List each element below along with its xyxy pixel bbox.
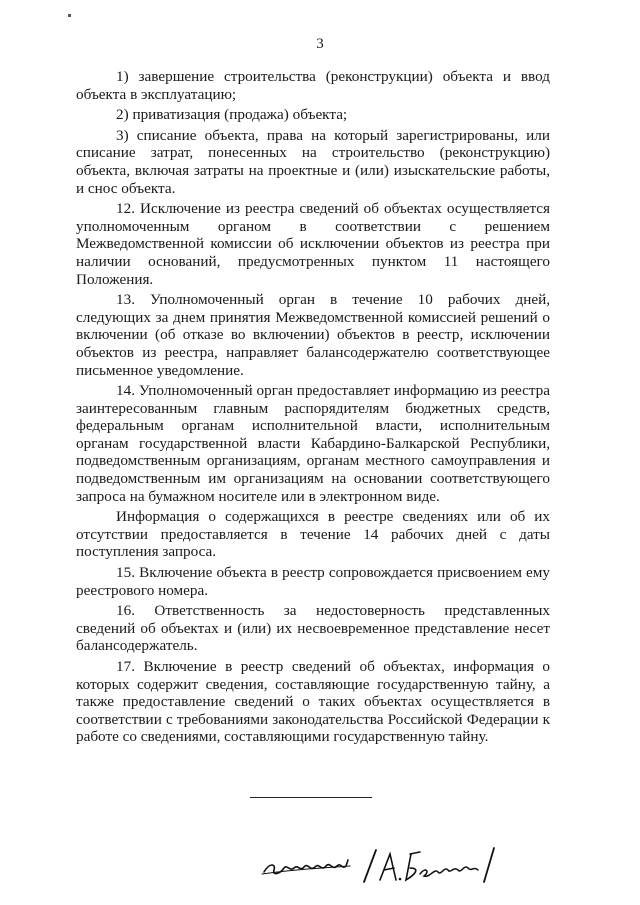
handwritten-signature xyxy=(260,840,500,895)
scan-speck xyxy=(68,14,71,17)
signature-graphic xyxy=(260,840,500,890)
document-body xyxy=(76,68,550,749)
paragraph-13: 13. Уполномоченный орган в течение 10 рабочих дней, следующих за днем принятия Межведомственной комиссией решений о включении (об отказе во включении) объектов в реестр, исключении объектов из реестра, направляет балансодержателю соответствующее письменное уведомление. xyxy=(76,291,550,379)
paragraph-item-2: 2) приватизация (продажа) объекта; xyxy=(116,106,348,124)
paragraph-16: 16. Ответственность за недостоверность представленных сведений об объектах и (или) их несвоевременное представление несет балансодержатель. xyxy=(76,602,550,655)
paragraph-item-3: 3) списание объекта, права на который зарегистрированы, или списание затрат, понесенных на строительство (реконструкцию) объекта, включая затраты на проектные и (или) изыскательские работы, и снос объекта. xyxy=(76,126,550,197)
paragraph-17: 17. Включение в реестр сведений об объектах, информация о которых содержит сведения, составляющие государственную тайну, а также предоставление сведений о таких объектах осуществляется в соответствии с требованиями законодательства Российской Федерации к работе со сведениями, составляющими государственную тайну. xyxy=(76,658,550,746)
paragraph-14: 14. Уполномоченный орган предоставляет информацию из реестра заинтересованным главным распорядителям бюджетных средств, федеральным органам исполнительной власти, исполнительным органам государственной власти Кабардино-Балкарской Республики, подведомственным организациям, органам местного самоуправления и подведомственным им организациям на основании соответствующего запроса на бумажном носителе или в электронном виде. xyxy=(76,382,550,505)
paragraph-14-info: Информация о содержащихся в реестре сведениях или об их отсутствии предоставляется в течение 14 рабочих дней с даты поступления запроса. xyxy=(76,508,550,561)
paragraph-15: 15. Включение объекта в реестр сопровождается присвоением ему реестрового номера. xyxy=(76,564,550,599)
paragraph-item-1: 1) завершение строительства (реконструкции) объекта и ввод объекта в эксплуатацию; xyxy=(76,68,550,103)
paragraph-12: 12. Исключение из реестра сведений об объектах осуществляется уполномоченным органом в соответствии с решением Межведомственной комиссии об исключении объектов из реестра при наличии оснований, предусмотренных пунктом 11 настоящего Положения. xyxy=(76,200,550,288)
page-number: 3 xyxy=(316,36,324,52)
end-separator-line xyxy=(250,797,372,798)
